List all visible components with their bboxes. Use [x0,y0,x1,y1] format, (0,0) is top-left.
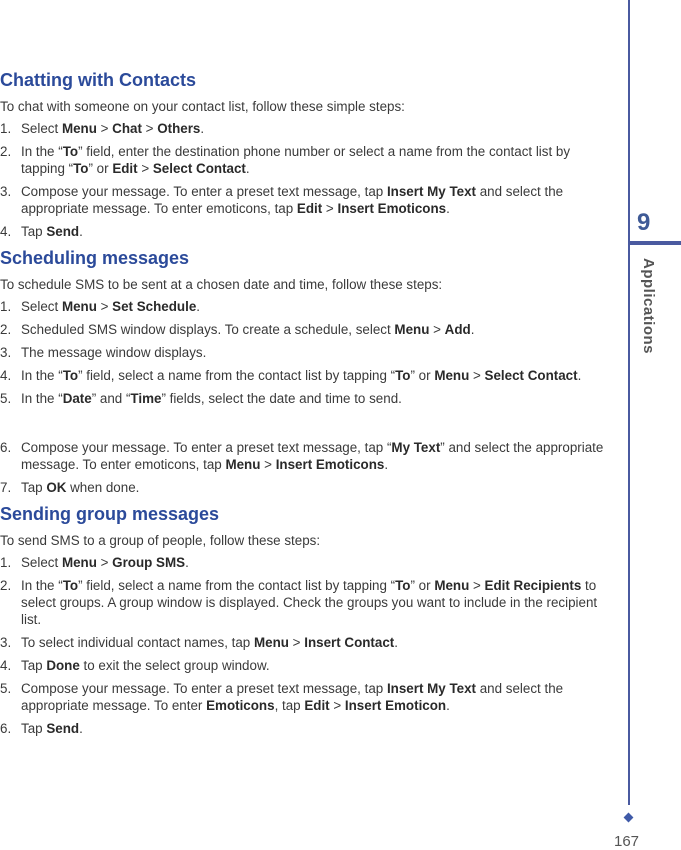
list-item [0,344,612,361]
step-text: . [200,121,205,136]
step-text: > [429,322,445,337]
step-text: > [96,299,113,314]
step-keyword: Insert Contact [304,635,395,650]
step-keyword: Insert Emoticon [344,698,447,713]
step-number: 6. [0,721,12,736]
step-text: ” field, select a name from the contact list by tapping “ [78,368,396,383]
step-text: To select individual contact names, tap [21,635,254,650]
step-number: 5. [0,681,12,696]
step-text: The message window displays. [21,345,207,360]
step-number: 1. [0,121,12,136]
step-keyword: To [395,578,411,593]
step-number: 2. [0,578,12,593]
list-item [0,720,612,737]
step-text: Select [21,121,62,136]
chapter-label: Applications [640,258,657,355]
list-item [0,143,612,177]
step-keyword: To [73,161,89,176]
step-list [0,120,612,240]
list-item [0,439,612,473]
step-text: . [394,635,398,650]
step-number: 4. [0,658,12,673]
step-keyword: To [62,368,79,383]
list-item [0,321,612,338]
step-text: ” field, select a name from the contact list by tapping “ [78,578,396,593]
step-number: 3. [0,345,12,360]
step-text: > [322,201,338,216]
sidebar-rule [628,0,630,805]
step-text: > [469,368,485,383]
step-keyword: Time [130,391,162,406]
step-text: . [79,224,83,239]
step-keyword: Menu [61,299,97,314]
list-item [0,657,612,674]
step-list [0,298,612,496]
step-text: Compose your message. To enter a preset text message, tap [21,184,387,199]
step-text: and select the appropriate message. To enter [21,681,564,713]
step-text: > [141,121,158,136]
step-keyword: Date [62,391,92,406]
step-number: 7. [0,480,12,495]
step-keyword: Menu [394,322,430,337]
step-keyword: Insert My Text [386,681,476,696]
step-keyword: Add [444,322,471,337]
step-keyword: Menu [225,457,261,472]
step-number: 2. [0,144,12,159]
step-keyword: To [62,578,79,593]
step-text: Tap [21,480,47,495]
section-title: Sending group messages [0,504,220,524]
section-intro: To chat with someone on your contact list, follow these simple steps: [0,99,405,114]
step-number: 5. [0,391,12,406]
step-keyword: Select Contact [152,161,246,176]
step-keyword: Others [157,121,201,136]
section-intro: To send SMS to a group of people, follow these steps: [0,533,321,548]
list-item [0,634,612,651]
list-item [0,680,612,714]
list-item [0,577,612,628]
step-text: . [185,555,189,570]
step-keyword: Chat [112,121,142,136]
section [0,68,612,240]
step-text: Compose your message. To enter a preset text message, tap [21,681,387,696]
step-keyword: Insert Emoticons [275,457,385,472]
step-text: . [577,368,582,383]
step-text: > [329,698,345,713]
step-text: In the “ [21,578,63,593]
step-text: > [288,635,305,650]
step-text: > [96,121,113,136]
step-text: . [470,322,475,337]
step-text: Tap [21,658,47,673]
step-text: Select [21,555,62,570]
step-text: and select the appropriate message. To enter emoticons, tap [21,184,564,216]
step-keyword: My Text [391,440,441,455]
step-text: to select groups. A group window is displayed. Check the groups you want to include in the recipient list. [21,578,598,627]
step-number: 6. [0,440,12,455]
step-keyword: OK [46,480,67,495]
list-item [0,367,612,384]
step-number: 4. [0,224,12,239]
step-keyword: Done [46,658,80,673]
step-text: > [469,578,485,593]
list-item [0,120,612,137]
step-text: ” and “ [91,391,131,406]
step-text: ” or [410,368,435,383]
step-text: Scheduled SMS window displays. To create a schedule, select [21,322,395,337]
step-keyword: Edit Recipients [484,578,582,593]
page-number: 167 [614,833,640,850]
section [0,246,612,496]
diamond-icon [624,813,634,823]
step-keyword: Edit [304,698,330,713]
step-text: to exit the select group window. [79,658,270,673]
step-text: Compose your message. To enter a preset text message, tap “ [21,440,392,455]
step-keyword: Insert My Text [386,184,476,199]
step-keyword: Menu [434,578,470,593]
step-text: ” fields, select the date and time to send. [161,391,402,406]
step-keyword: Set Schedule [112,299,197,314]
chapter-bar [628,241,681,245]
list-item [0,554,612,571]
step-text: ” or [88,161,113,176]
step-text: . [446,698,450,713]
step-text: Tap [21,721,47,736]
step-keyword: Menu [61,555,97,570]
step-text: > [137,161,153,176]
step-keyword: Insert Emoticons [337,201,447,216]
step-text: > [260,457,276,472]
step-text: > [96,555,113,570]
list-item [0,223,612,240]
step-text: . [196,299,200,314]
list-item [0,298,612,315]
step-keyword: Menu [434,368,470,383]
section-intro: To schedule SMS to be sent at a chosen date and time, follow these steps: [0,277,443,292]
section [0,502,612,737]
chapter-number: 9 [637,209,651,236]
step-number: 3. [0,635,12,650]
step-keyword: Menu [253,635,289,650]
step-keyword: Group SMS [112,555,186,570]
step-text: . [446,201,450,216]
step-keyword: Send [46,721,80,736]
step-keyword: Edit [296,201,323,216]
list-item [0,183,612,217]
step-keyword: Edit [112,161,138,176]
step-text: Select [21,299,62,314]
step-text: . [384,457,389,472]
step-text: In the “ [21,391,63,406]
step-text: ” field, enter the destination phone number or select a name from the contact list by tapping “ [21,144,571,176]
step-text: ” and select the appropriate message. To enter emoticons, tap [21,440,604,472]
step-keyword: Emoticons [206,698,275,713]
step-text: . [79,721,83,736]
step-text: Tap [21,224,47,239]
step-text: , tap [274,698,305,713]
section-title: Chatting with Contacts [0,70,196,90]
step-text: ” or [410,578,435,593]
step-keyword: Send [46,224,80,239]
document-body [0,68,612,743]
step-number: 1. [0,299,12,314]
step-keyword: To [395,368,411,383]
step-keyword: Select Contact [484,368,578,383]
step-text: when done. [66,480,140,495]
step-keyword: Menu [61,121,97,136]
step-text: . [245,161,250,176]
step-list [0,554,612,737]
step-number: 3. [0,184,12,199]
step-number: 4. [0,368,12,383]
step-number: 1. [0,555,12,570]
step-text: In the “ [21,144,63,159]
list-item [0,390,612,407]
list-item [0,479,612,496]
step-number: 2. [0,322,12,337]
step-keyword: To [62,144,79,159]
step-text: In the “ [21,368,63,383]
section-title: Scheduling messages [0,248,190,268]
